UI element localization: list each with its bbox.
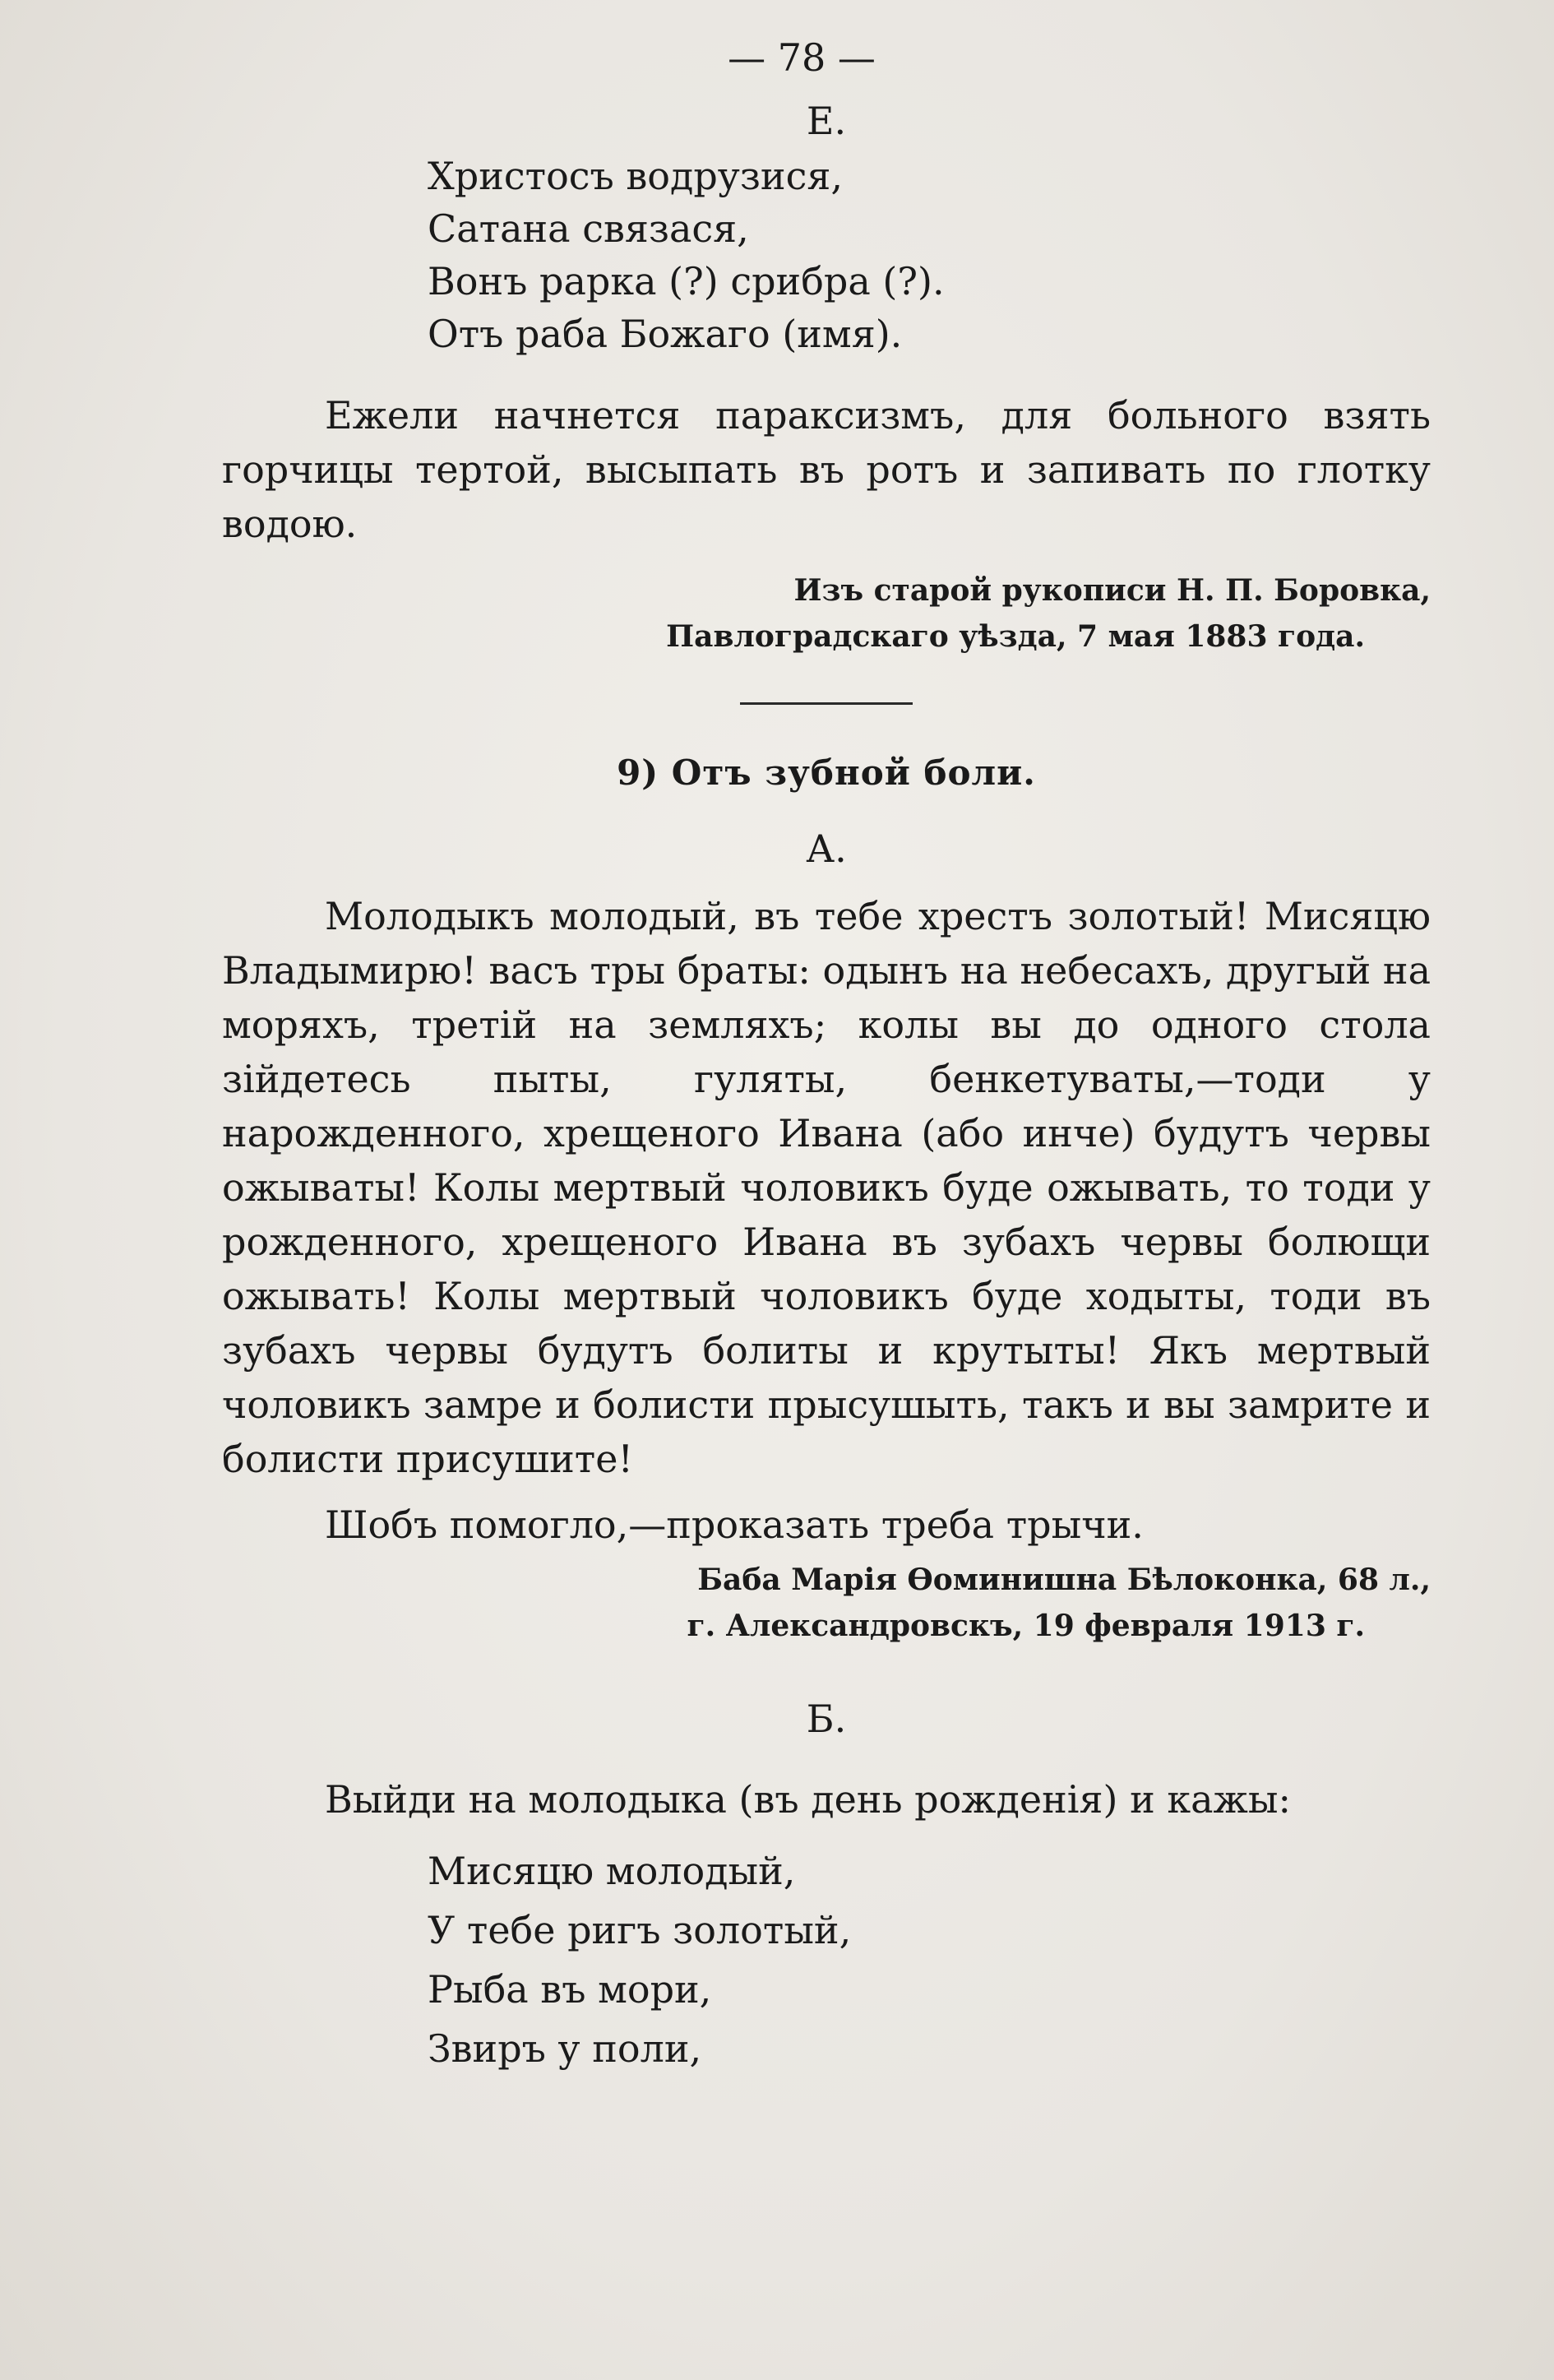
source-line: г. Александровскъ, 19 февраля 1913 г. — [687, 1609, 1365, 1643]
source-line: Баба Марія Ѳоминишна Бѣлоконка, 68 л., — [697, 1563, 1431, 1597]
verse-line: Сатана связася, — [428, 206, 749, 251]
verse-line: Вонъ рарка (?) срибра (?). — [428, 259, 945, 303]
part-a-source — [222, 1557, 1431, 1649]
verse-line: У тебе ригъ золотый, — [428, 1908, 852, 1952]
part-b-verse — [428, 1841, 1431, 2078]
part-a-letter: А. — [806, 827, 847, 871]
part-b-letter: Б. — [806, 1697, 847, 1741]
page-content — [222, 25, 1431, 2078]
part-a-instruction: Шобъ помогло,—проказать треба трычи. — [325, 1503, 1144, 1547]
section-e-instruction: Ежели начнется параксизмъ, для больного взять горчицы тертой, высыпать въ ротъ и запивать по глотку водою. — [222, 393, 1431, 546]
section-e-source — [222, 567, 1431, 660]
section-divider — [740, 702, 913, 705]
verse-line: Отъ раба Божаго (имя). — [428, 312, 903, 356]
part-b-intro: Выйди на молодыка (въ день рожденія) и кажы: — [325, 1777, 1291, 1822]
page-number: — 78 — — [728, 35, 876, 80]
section-9-title: 9) Отъ зубной боли. — [617, 752, 1036, 793]
verse-line: Звиръ у поли, — [428, 2026, 702, 2071]
part-a-text: Молодыкъ молодый, въ тебе хрестъ золотый! Мисяцю Владымирю! васъ тры браты: одынъ на небесахъ, другый на моряхъ, третій на земляхъ; колы вы до одного стола зійдетесь пыты, гуляты, бенкетуваты,—тоди у нарожденного, хрещеного Ивана (або инче) будутъ червы ожываты! Колы мертвый чоловикъ буде ожывать, то тоди у рожденного, хрещеного Ивана въ зубахъ червы болющи ожывать! Колы мертвый чоловикъ буде ходыты, тоди въ зубахъ червы будутъ болиты и крутыты! Якъ мертвый чоловикъ замре и болисти прысушыть, такъ и вы замрите и болисти присушите! — [222, 894, 1431, 1481]
source-line: Павлоградскаго уѣзда, 7 мая 1883 года. — [666, 619, 1365, 654]
verse-line: Мисяцю молодый, — [428, 1849, 796, 1893]
section-e-verse — [428, 150, 1431, 360]
verse-line: Рыба въ мори, — [428, 1967, 712, 2012]
section-e-letter: Е. — [806, 99, 847, 143]
source-line: Изъ старой рукописи Н. П. Боровка, — [793, 573, 1431, 608]
verse-line: Христосъ водрузися, — [428, 154, 843, 198]
